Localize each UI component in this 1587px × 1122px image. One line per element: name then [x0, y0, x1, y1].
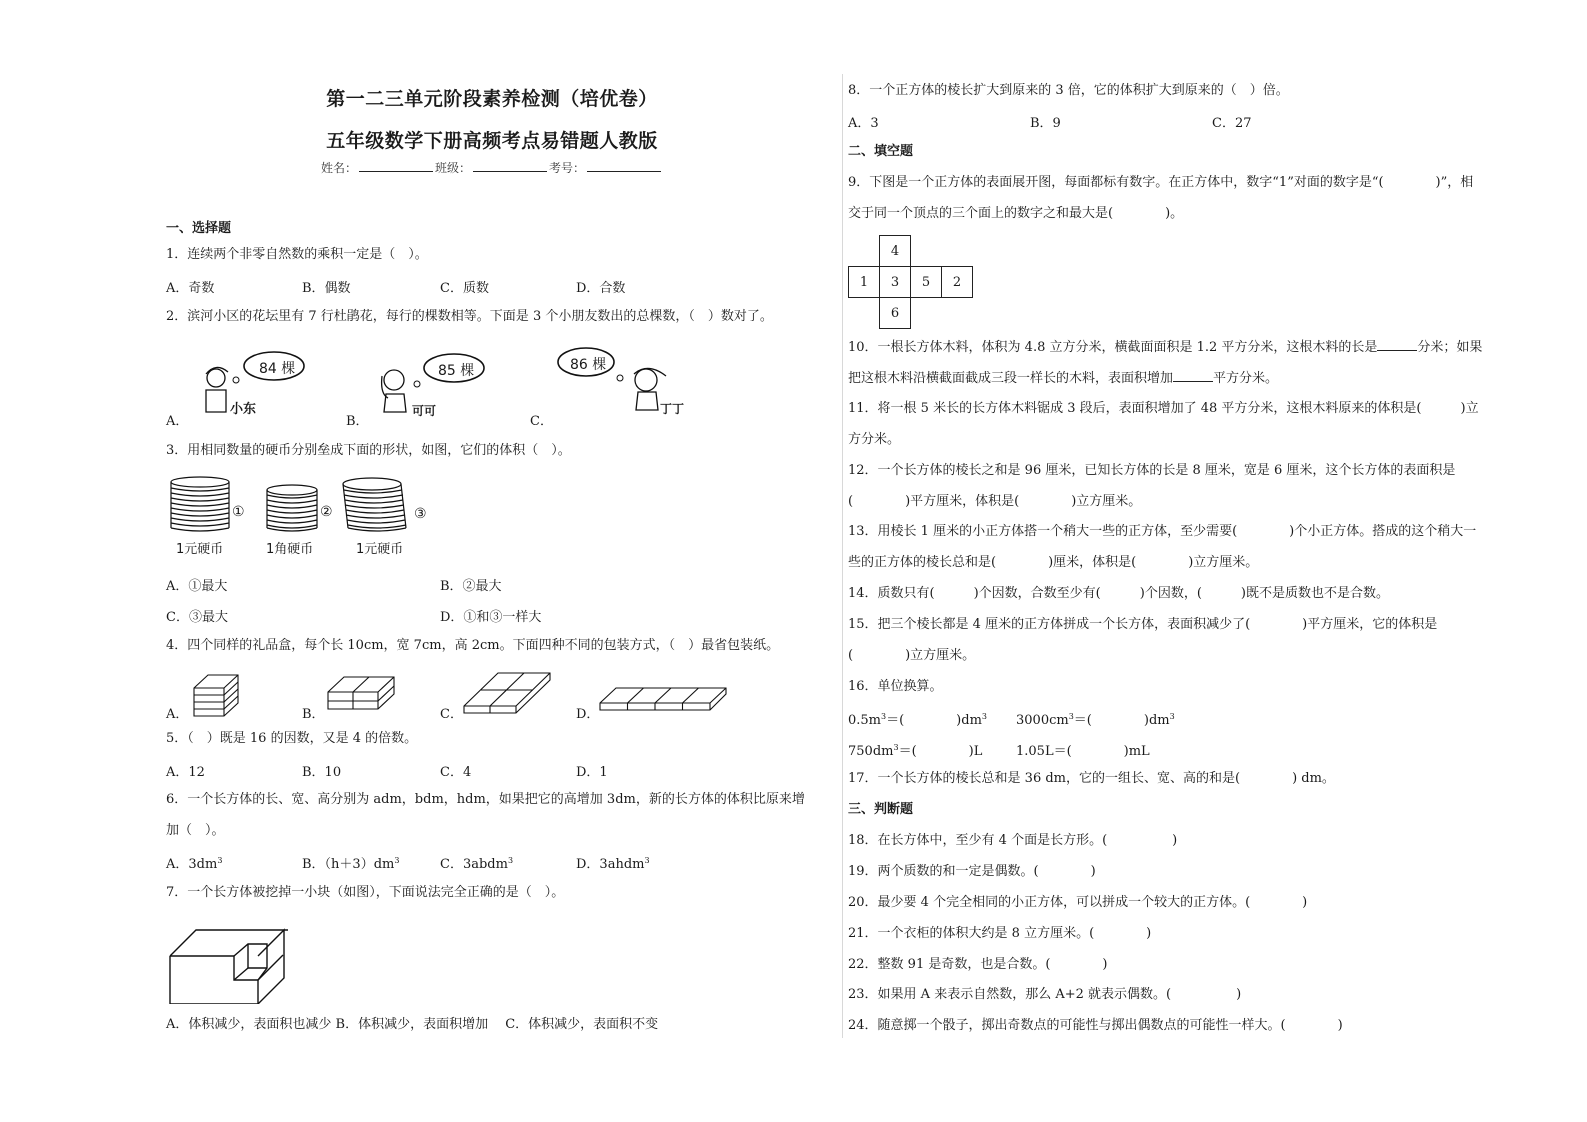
child-name-a: 小东 — [230, 402, 257, 417]
child-xiaodong-illustration — [194, 346, 314, 418]
q1-option-a: A．奇数 — [166, 281, 215, 296]
q1-option-c: C．质数 — [440, 281, 489, 296]
q1-option-d: D．合数 — [576, 281, 626, 296]
question-15-line2: ( )立方厘米。 — [848, 648, 976, 663]
question-13-line2: 些的正方体的棱长总和是( )厘米，体积是( )立方厘米。 — [848, 555, 1259, 570]
q6-option-b: B．$(h+3)dm^3$ — [302, 856, 400, 872]
q8-option-c: C．27 — [1212, 116, 1252, 131]
question-14: 14．质数只有( )个因数，合数至少有( )个因数，( )既不是质数也不是合数。 — [848, 586, 1389, 601]
q2-option-c: C． — [530, 414, 553, 429]
page-title: 第一二三单元阶段素养检测（培优卷） — [326, 88, 658, 110]
question-23: 23．如果用 A 来表示自然数，那么 A+2 就表示偶数。( ) — [848, 987, 1242, 1002]
question-8: 8．一个正方体的棱长扩大到原来的 3 倍，它的体积扩大到原来的（ ）倍。 — [848, 83, 1289, 98]
question-21: 21．一个衣柜的体积大约是 8 立方厘米。( ) — [848, 926, 1152, 941]
box-stack-c-figure — [464, 673, 550, 713]
coin-stack-3 — [343, 478, 406, 531]
box-stack-a-figure — [192, 672, 242, 718]
q3-option-a: A．①最大 — [166, 579, 228, 594]
conversion-2: $3000cm^3=$( )$dm^3$ — [1016, 712, 1175, 728]
question-10-line2: 把这根木料沿横截面截成三段一样长的木料，表面积增加 平方分米。 — [848, 371, 1279, 386]
stack-label-1: 1元硬币 — [176, 542, 224, 557]
question-12-line1: 12．一个长方体的棱长之和是 96 厘米，已知长方体的长是 8 厘米，宽是 6 厘米，这个长方体的表面积是 — [848, 463, 1456, 478]
q8-option-b: B．9 — [1030, 116, 1061, 131]
stack-label-3: 1元硬币 — [356, 542, 404, 557]
net-face: 1 — [849, 267, 880, 298]
question-5: 5．（ ）既是 16 的因数，又是 4 的倍数。 — [166, 731, 418, 746]
child-name-c: 丁丁 — [660, 402, 685, 416]
net-face: 2 — [942, 267, 973, 298]
q2-option-b: B． — [346, 414, 369, 429]
q6-option-a: A．$3dm^3$ — [166, 856, 223, 872]
bubble-text-a: 84 棵 — [259, 361, 296, 377]
q2-option-a: A． — [166, 414, 189, 429]
child-dingding-illustration — [556, 342, 686, 420]
name-field[interactable] — [359, 159, 433, 172]
bubble-text-c: 86 棵 — [570, 357, 607, 373]
q6-option-c: C．3abdm$^3$ — [440, 856, 514, 872]
question-11-line2: 方分米。 — [848, 432, 901, 447]
box-stack-b-figure — [328, 677, 394, 709]
coin-stack-2 — [267, 485, 317, 531]
q1-option-b: B．偶数 — [302, 281, 351, 296]
question-11-line1: 11．将一根 5 米长的长方体木料锯成 3 段后，表面积增加了 48 平方分米，这根木料原来的体积是( )立 — [848, 401, 1479, 416]
q5-option-c: C．4 — [440, 765, 472, 780]
question-19: 19．两个质数的和一定是偶数。( ) — [848, 864, 1096, 879]
conversion-1: $0.5m^3=$( )$dm^3$ — [848, 712, 987, 728]
question-9-line2: 交于同一个顶点的三个面上的数字之和最大是( )。 — [848, 206, 1184, 221]
question-22: 22．整数 91 是奇数，也是合数。( ) — [848, 957, 1108, 972]
question-10-line1: 10．一根长方体木料，体积为 4.8 立方分米，横截面面积是 1.2 平方分米，这根木料的长是 分米；如果 — [848, 340, 1483, 355]
child-name-b: 可可 — [412, 404, 437, 418]
question-1: 1．连续两个非零自然数的乘积一定是（ ）。 — [166, 247, 428, 262]
column-divider — [842, 74, 843, 1038]
question-3: 3．用相同数量的硬币分别垒成下面的形状，如图，它们的体积（ ）。 — [166, 443, 571, 458]
stack-label-2: 1角硬币 — [266, 542, 314, 557]
section-heading-choice: 一、选择题 — [166, 221, 232, 236]
number-field[interactable] — [587, 159, 661, 172]
box-stack-d-figure — [600, 688, 726, 710]
stack-number-2: ② — [320, 504, 333, 520]
q3-option-b: B．②最大 — [440, 579, 502, 594]
q7-options: A．体积减少，表面积也减少 B．体积减少，表面积增加 C．体积减少，表面积不变 — [166, 1017, 659, 1032]
q3-option-d: D．①和③一样大 — [440, 610, 542, 625]
section-heading-fill: 二、填空题 — [848, 144, 914, 159]
conversion-3: $750dm^3=$( )L — [848, 743, 983, 759]
q4-option-d: D． — [576, 707, 600, 722]
question-18: 18．在长方体中，至少有 4 个面是长方形。( ) — [848, 833, 1178, 848]
question-20: 20．最少要 4 个完全相同的小正方体，可以拼成一个较大的正方体。( ) — [848, 895, 1308, 910]
question-6-line1: 6．一个长方体的长、宽、高分别为 adm，bdm，hdm，如果把它的高增加 3dm，新的长方体的体积比原来增 — [166, 792, 805, 807]
q5-option-b: B．10 — [302, 765, 342, 780]
net-face-top: 4 — [880, 236, 911, 267]
net-face: 3 — [880, 267, 911, 298]
question-12-line2: ( )平方厘米，体积是( )立方厘米。 — [848, 494, 1142, 509]
answer-blank[interactable] — [1173, 369, 1213, 382]
child-keke-illustration — [374, 346, 494, 418]
section-heading-judge: 三、判断题 — [848, 802, 914, 817]
cuboid-notch-figure — [168, 928, 288, 1004]
q5-option-d: D．1 — [576, 765, 608, 780]
question-2: 2．滨河小区的花坛里有 7 行杜鹃花，每行的棵数相等。下面是 3 个小朋友数出的总棵数，（ ）数对了。 — [166, 309, 773, 324]
question-4: 4．四个同样的礼品盒，每个长 10cm，宽 7cm，高 2cm。下面四种不同的包装方式，（ ）最省包装纸。 — [166, 638, 780, 653]
q4-option-c: C． — [440, 707, 463, 722]
q6-option-d: D．3ahdm$^3$ — [576, 856, 650, 872]
name-label: 姓名： — [320, 161, 357, 175]
q8-option-a: A．3 — [848, 116, 879, 131]
stack-number-1: ① — [232, 504, 245, 520]
class-field[interactable] — [473, 159, 547, 172]
q4-option-a: A． — [166, 707, 189, 722]
question-16: 16．单位换算。 — [848, 679, 943, 694]
cube-net-figure — [848, 235, 973, 329]
class-label: 班级： — [434, 161, 471, 175]
page-subtitle: 五年级数学下册高频考点易错题人教版 — [326, 130, 658, 152]
coin-stacks-figure — [168, 476, 438, 558]
question-24: 24．随意掷一个骰子，掷出奇数点的可能性与掷出偶数点的可能性一样大。( ) — [848, 1018, 1343, 1033]
bubble-text-b: 85 棵 — [438, 363, 475, 379]
stack-number-3: ③ — [414, 506, 427, 522]
number-label: 考号： — [549, 161, 586, 175]
coin-stack-1 — [171, 477, 229, 531]
q5-option-a: A．12 — [166, 765, 205, 780]
net-face-bottom: 6 — [880, 298, 911, 329]
q4-option-b: B． — [302, 707, 325, 722]
question-7: 7．一个长方体被挖掉一小块（如图），下面说法完全正确的是（ ）。 — [166, 885, 565, 900]
question-15-line1: 15．把三个棱长都是 4 厘米的正方体拼成一个长方体，表面积减少了( )平方厘米，它的体积是 — [848, 617, 1438, 632]
question-17: 17．一个长方体的棱长总和是 36 dm，它的一组长、宽、高的和是( ) dm。 — [848, 771, 1335, 786]
q3-option-c: C．③最大 — [166, 610, 228, 625]
conversion-4: 1.05L＝( )mL — [1016, 744, 1150, 759]
net-face: 5 — [911, 267, 942, 298]
answer-blank[interactable] — [1377, 338, 1417, 351]
question-9-line1: 9．下图是一个正方体的表面展开图，每面都标有数字。在正方体中，数字“1”对面的数字是“( )”，相 — [848, 175, 1474, 190]
student-info — [166, 159, 818, 176]
question-6-line2: 加（ ）。 — [166, 823, 225, 838]
question-13-line1: 13．用棱长 1 厘米的小正方体搭一个稍大一些的正方体，至少需要( )个小正方体。搭成的这个稍大一 — [848, 524, 1477, 539]
